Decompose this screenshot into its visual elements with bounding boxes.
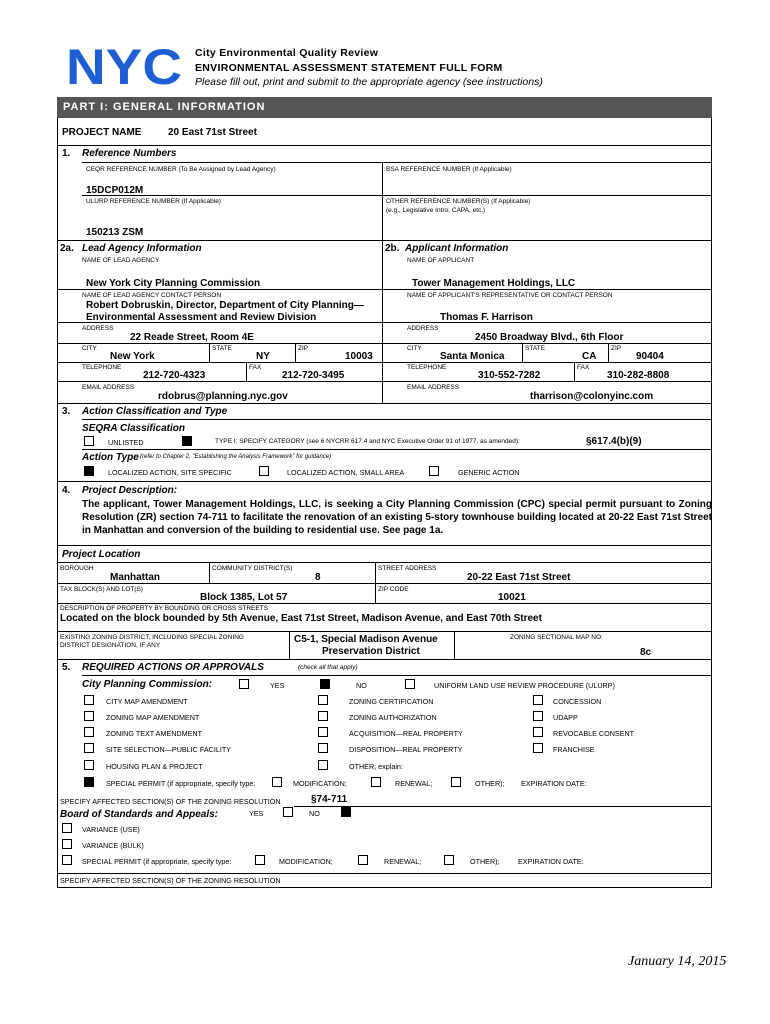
applicant-contact[interactable]: Thomas F. Harrison (440, 312, 533, 323)
lead-contact-label: NAME OF LEAD AGENCY CONTACT PERSON (82, 292, 222, 299)
applicant-email-label: EMAIL ADDRESS (407, 384, 460, 391)
revocable-consent-label: REVOCABLE CONSENT (553, 729, 635, 738)
cpc-no-label: NO (356, 681, 367, 690)
franchise-label: FRANCHISE (553, 745, 595, 754)
localized-small-checkbox[interactable] (259, 466, 269, 476)
site-selection-label: SITE SELECTION—PUBLIC FACILITY (106, 745, 232, 754)
bsa-other-checkbox[interactable] (444, 855, 454, 865)
cpc-label: City Planning Commission: (82, 679, 213, 690)
zoning-map-value[interactable]: 8c (640, 647, 652, 658)
affected-sections-label: SPECIFY AFFECTED SECTION(S) OF THE ZONING RESOLUTION (60, 797, 281, 806)
bsa-affected-sections-label: SPECIFY AFFECTED SECTION(S) OF THE ZONING RESOLUTION (60, 876, 281, 885)
bsa-special-permit-checkbox[interactable] (62, 855, 72, 865)
acquisition-label: ACQUISITION—REAL PROPERTY (349, 729, 463, 738)
concession-label: CONCESSION (553, 697, 602, 706)
applicant-tel-label: TELEPHONE (407, 364, 447, 371)
lead-agency-title: Lead Agency Information (82, 243, 202, 254)
type1-category-value[interactable]: §617.4(b)(9) (586, 436, 642, 447)
bsa-no-checkbox[interactable] (341, 807, 351, 817)
unlisted-checkbox[interactable] (84, 436, 94, 446)
housing-plan-label: HOUSING PLAN & PROJECT (106, 762, 203, 771)
community-district-label: COMMUNITY DISTRICT(S) (212, 565, 293, 572)
zoning-map-amendment-label: ZONING MAP AMENDMENT (106, 713, 200, 722)
zoning-map-amendment-checkbox[interactable] (84, 711, 94, 721)
section-1-number: 1. (62, 148, 71, 159)
zoning-authorization-checkbox[interactable] (318, 711, 328, 721)
renewal-checkbox[interactable] (371, 777, 381, 787)
section-3-number: 3. (62, 406, 71, 417)
franchise-checkbox[interactable] (533, 743, 543, 753)
bounding-streets-value[interactable]: Located on the block bounded by 5th Avenue, East 71st Street, Madison Avenue, and East 70th Street (60, 613, 542, 624)
lead-tel-label: TELEPHONE (82, 364, 122, 371)
nyc-logo (66, 44, 184, 88)
concession-checkbox[interactable] (533, 695, 543, 705)
applicant-address-label: ADDRESS (407, 325, 439, 332)
applicant-tel[interactable]: 310-552-7282 (478, 370, 541, 381)
applicant-name-label: NAME OF APPLICANT (407, 257, 475, 264)
nyc-logo-text: NYC (66, 44, 182, 88)
cpc-no-checkbox[interactable] (320, 679, 330, 689)
zip-code-label: ZIP CODE (378, 586, 409, 593)
bsa-no-label: NO (309, 809, 320, 818)
project-name-label: PROJECT NAME (62, 127, 142, 138)
lead-city-label: CITY (82, 345, 97, 352)
reference-numbers-title: Reference Numbers (82, 148, 177, 159)
lead-contact-line-1[interactable]: Robert Dobruskin, Director, Department of City Planning— (86, 300, 364, 311)
other-ref-label-2: (e.g., Legislative Intro, CAPA, etc.) (386, 207, 486, 214)
type1-label: TYPE I; SPECIFY CATEGORY (see 6 NYCRR 617.4 and NYC Executive Order 91 of 1977, as amended): (215, 438, 520, 445)
applicant-state[interactable]: CA (582, 351, 597, 362)
tax-block-label: TAX BLOCK(S) AND LOT(S) (60, 586, 143, 593)
city-map-amendment-checkbox[interactable] (84, 695, 94, 705)
action-type-note: (refer to Chapter 2, "Establishing the Analysis Framework" for guidance) (140, 454, 332, 460)
applicant-address[interactable]: 2450 Broadway Blvd., 6th Floor (475, 332, 624, 343)
project-description-title: Project Description: (82, 485, 178, 496)
applicant-contact-label: NAME OF APPLICANT'S REPRESENTATIVE OR CONTACT PERSON (407, 292, 613, 299)
localized-site-label: LOCALIZED ACTION, SITE SPECIFIC (108, 468, 232, 477)
applicant-fax-label: FAX (577, 364, 590, 371)
applicant-city[interactable]: Santa Monica (440, 351, 505, 362)
type1-checkbox[interactable] (182, 436, 192, 446)
unlisted-label: UNLISTED (108, 438, 144, 447)
section-2b-number: 2b. (385, 243, 400, 254)
form-instructions: Please fill out, print and submit to the appropriate agency (see instructions) (195, 76, 543, 88)
required-actions-title: REQUIRED ACTIONS OR APPROVALS (82, 662, 264, 673)
bsa-yes-label: YES (249, 809, 264, 818)
applicant-zip-label: ZIP (611, 345, 622, 352)
bsa-label: Board of Standards and Appeals: (60, 809, 218, 820)
zoning-district-value-2[interactable]: Preservation District (322, 646, 420, 657)
lead-state-label: STATE (212, 345, 232, 352)
bsa-expiration-date-label: EXPIRATION DATE: (518, 857, 584, 866)
other-label: OTHER); (475, 779, 505, 788)
zoning-authorization-label: ZONING AUTHORIZATION (349, 713, 437, 722)
variance-bulk-checkbox[interactable] (62, 839, 72, 849)
street-address-label: STREET ADDRESS (378, 565, 437, 572)
part-1-header: PART I: GENERAL INFORMATION (57, 97, 712, 118)
lead-zip-label: ZIP (298, 345, 309, 352)
renewal-label: RENEWAL; (395, 779, 433, 788)
other-explain-checkbox[interactable] (318, 760, 328, 770)
applicant-fax[interactable]: 310-282-8808 (607, 370, 670, 381)
tax-block-value[interactable]: Block 1385, Lot 57 (200, 592, 288, 603)
ulurp-value[interactable]: 150213 ZSM (86, 227, 144, 238)
project-name-value[interactable]: 20 East 71st Street (168, 127, 257, 138)
lead-tel[interactable]: 212-720-4323 (143, 370, 206, 381)
other-explain-label: OTHER, explain: (349, 762, 403, 771)
lead-fax[interactable]: 212-720-3495 (282, 370, 345, 381)
acquisition-checkbox[interactable] (318, 727, 328, 737)
other-ref-label: OTHER REFERENCE NUMBER(S) (If Applicable) (386, 198, 531, 205)
revocable-consent-checkbox[interactable] (533, 727, 543, 737)
project-location-title: Project Location (62, 549, 141, 560)
project-description-text[interactable]: The applicant, Tower Management Holdings, LLC, is seeking a City Planning Commission (CPC) special permit pursuant to Zoning Resolution (ZR) section 74-711 to facilitate the renovation of an existing 5-story townhouse building located at 20-22 East 71st Street in Manhattan and conversion of the building to residential use. See page 1a. (82, 499, 712, 536)
affected-sections-value[interactable]: §74-711 (311, 794, 348, 805)
section-4-number: 4. (62, 485, 71, 496)
bsa-label: BSA REFERENCE NUMBER (If Applicable) (386, 166, 512, 173)
disposition-label: DISPOSITION—REAL PROPERTY (349, 745, 463, 754)
site-selection-checkbox[interactable] (84, 743, 94, 753)
ceqr-label: CEQR REFERENCE NUMBER (To Be Assigned by Lead Agency) (86, 166, 276, 173)
ulurp-label: ULURP REFERENCE NUMBER (If Applicable) (86, 198, 221, 205)
community-district-value[interactable]: 8 (315, 572, 321, 583)
city-map-amendment-label: CITY MAP AMENDMENT (106, 697, 188, 706)
housing-plan-checkbox[interactable] (84, 760, 94, 770)
lead-fax-label: FAX (249, 364, 262, 371)
applicant-zip[interactable]: 90404 (636, 351, 664, 362)
bsa-modification-checkbox[interactable] (255, 855, 265, 865)
zoning-text-amendment-label: ZONING TEXT AMENDMENT (106, 729, 202, 738)
form-date: January 14, 2015 (628, 954, 727, 969)
street-address-value[interactable]: 20-22 East 71st Street (467, 572, 571, 583)
zoning-map-label: ZONING SECTIONAL MAP NO: (510, 634, 603, 641)
lead-address-label: ADDRESS (82, 325, 114, 332)
form-title: City Environmental Quality Review (195, 47, 379, 59)
action-type-label: Action Type (82, 452, 139, 463)
special-permit-label: SPECIAL PERMIT (if appropriate, specify type: (106, 779, 256, 788)
ulurp-checkbox[interactable] (405, 679, 415, 689)
applicant-city-label: CITY (407, 345, 422, 352)
section-5-number: 5. (62, 662, 71, 673)
applicant-state-label: STATE (525, 345, 545, 352)
frame-left (57, 118, 58, 888)
zoning-text-amendment-checkbox[interactable] (84, 727, 94, 737)
form-subtitle: ENVIRONMENTAL ASSESSMENT STATEMENT FULL FORM (195, 62, 503, 74)
disposition-checkbox[interactable] (318, 743, 328, 753)
variance-use-label: VARIANCE (USE) (82, 825, 140, 834)
zoning-certification-label: ZONING CERTIFICATION (349, 697, 434, 706)
lead-city[interactable]: New York (110, 351, 155, 362)
borough-label: BOROUGH (60, 565, 94, 572)
cpc-yes-label: YES (270, 681, 285, 690)
required-actions-note: (check all that apply) (298, 664, 358, 671)
zip-code-value[interactable]: 10021 (498, 592, 526, 603)
zoning-district-label-1: EXISTING ZONING DISTRICT, INCLUDING SPECIAL ZONING (60, 634, 244, 641)
zoning-certification-checkbox[interactable] (318, 695, 328, 705)
udapp-label: UDAPP (553, 713, 578, 722)
lead-agency-name-label: NAME OF LEAD AGENCY (82, 257, 160, 264)
lead-state[interactable]: NY (256, 351, 270, 362)
variance-bulk-label: VARIANCE (BULK) (82, 841, 144, 850)
localized-site-checkbox[interactable] (84, 466, 94, 476)
ceqr-value[interactable]: 15DCP012M (86, 185, 144, 196)
zoning-district-label-2: DISTRICT DESIGNATION, IF ANY (60, 642, 161, 649)
lead-address[interactable]: 22 Reade Street, Room 4E (130, 332, 254, 343)
zoning-district-value-1[interactable]: C5-1, Special Madison Avenue (294, 634, 438, 645)
special-permit-checkbox[interactable] (84, 777, 94, 787)
bounding-streets-label: DESCRIPTION OF PROPERTY BY BOUNDING OR CROSS STREETS (60, 605, 269, 612)
expiration-date-label: EXPIRATION DATE: (521, 779, 587, 788)
generic-action-label: GENERIC ACTION (458, 468, 520, 477)
lead-zip[interactable]: 10003 (345, 351, 373, 362)
bsa-modification-label: MODIFICATION; (279, 857, 333, 866)
variance-use-checkbox[interactable] (62, 823, 72, 833)
borough-value[interactable]: Manhattan (110, 572, 160, 583)
localized-small-label: LOCALIZED ACTION, SMALL AREA (287, 468, 405, 477)
other-checkbox[interactable] (451, 777, 461, 787)
action-classification-title: Action Classification and Type (82, 406, 228, 417)
bsa-special-permit-label: SPECIAL PERMIT (if appropriate, specify type: (82, 857, 232, 866)
ulurp-label: UNIFORM LAND USE REVIEW PROCEDURE (ULURP) (434, 681, 615, 690)
bsa-yes-checkbox[interactable] (283, 807, 293, 817)
seqra-classification-label: SEQRA Classification (82, 423, 185, 434)
section-2a-number: 2a. (60, 243, 74, 254)
lead-contact-line-2[interactable]: Environmental Assessment and Review Division (86, 312, 317, 323)
applicant-email[interactable]: tharrison@colonyinc.com (530, 391, 654, 402)
bsa-renewal-label: RENEWAL; (384, 857, 422, 866)
generic-action-checkbox[interactable] (429, 466, 439, 476)
modification-label: MODIFICATION; (293, 779, 347, 788)
applicant-name[interactable]: Tower Management Holdings, LLC (412, 278, 576, 289)
udapp-checkbox[interactable] (533, 711, 543, 721)
applicant-title: Applicant Information (405, 243, 509, 254)
modification-checkbox[interactable] (272, 777, 282, 787)
bsa-renewal-checkbox[interactable] (358, 855, 368, 865)
lead-email-label: EMAIL ADDRESS (82, 384, 135, 391)
cpc-yes-checkbox[interactable] (239, 679, 249, 689)
bsa-other-label: OTHER); (470, 857, 500, 866)
lead-agency-name[interactable]: New York City Planning Commission (86, 278, 261, 289)
lead-email[interactable]: rdobrus@planning.nyc.gov (158, 391, 288, 402)
